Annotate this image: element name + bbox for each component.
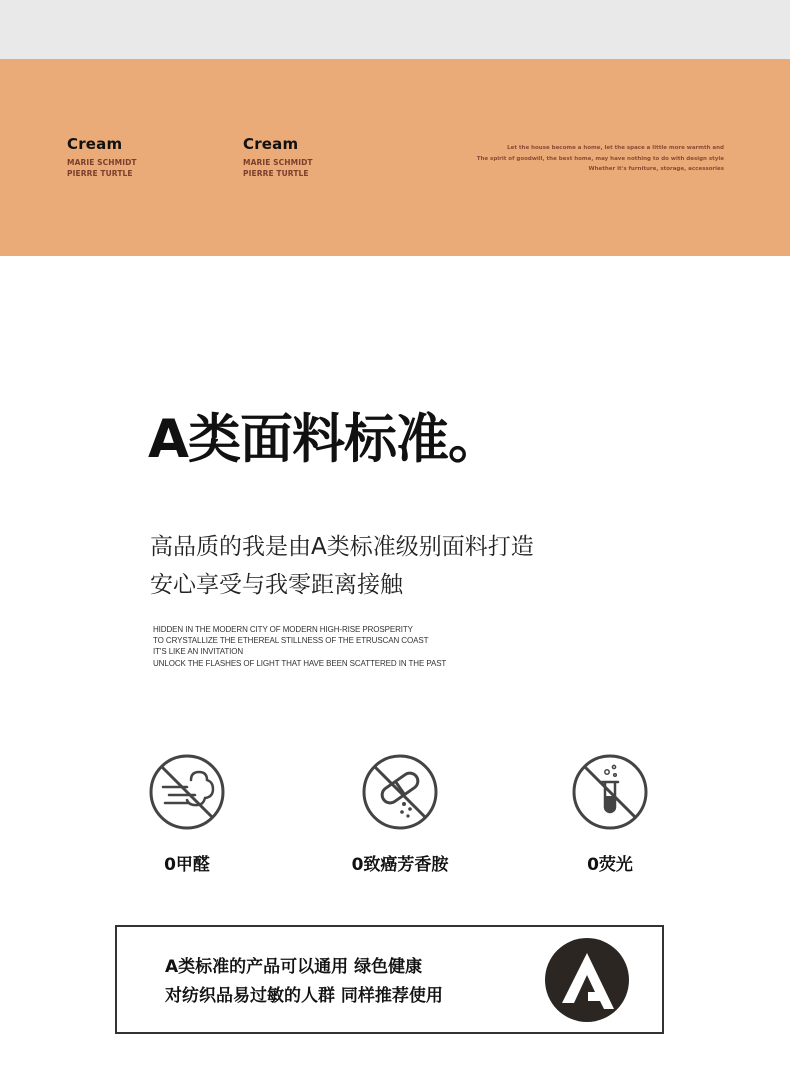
subtitle-en-line: UNLOCK THE FLASHES OF LIGHT THAT HAVE BEEN SCATTERED IN THE PAST: [153, 658, 447, 668]
no-test-tube-icon: [570, 752, 650, 832]
top-gray-bar: [0, 0, 790, 59]
subtitle-cn: [150, 528, 534, 604]
brand-line: PIERRE TURTLE: [243, 169, 309, 178]
brand-block: [67, 135, 137, 179]
subtitle-cn-line: 高品质的我是由A类标准级别面料打造: [150, 534, 534, 560]
certificate-box: [115, 925, 664, 1034]
feature-label: 0致癌芳香胺: [351, 855, 449, 875]
subtitle-en-line: HIDDEN IN THE MODERN CITY OF MODERN HIGH-RISE PROSPERITY: [153, 625, 413, 634]
subtitle-en: [153, 624, 446, 669]
brand-line: MARIE SCHMIDT: [67, 158, 137, 167]
brand-line: MARIE SCHMIDT: [243, 158, 313, 167]
no-smoke-icon: [147, 752, 227, 832]
no-pill-icon: [360, 752, 440, 832]
tagline-line: Whether it's furniture, storage, accessories: [588, 166, 724, 172]
brand-name: Cream: [67, 135, 123, 153]
subtitle-en-line: IT'S LIKE AN INVITATION: [153, 647, 244, 657]
brand-block: [243, 135, 313, 179]
page-title: A类面料标准。: [148, 409, 501, 470]
tagline-line: The spirit of goodwill, the best home, may have nothing to do with design style: [476, 155, 724, 162]
brand-name: Cream: [243, 135, 299, 153]
subtitle-en-line: TO CRYSTALLIZE THE ETHEREAL STILLNESS OF THE ETRUSCAN COAST: [153, 636, 429, 646]
brand-line: PIERRE TURTLE: [67, 169, 133, 178]
feature-label: 0荧光: [587, 855, 633, 875]
certificate-line: A类标准的产品可以通用 绿色健康: [165, 957, 423, 977]
banner: [0, 59, 790, 256]
tagline-line: Let the house become a home, let the space a little more warmth and: [507, 145, 724, 151]
subtitle-cn-line: 安心享受与我零距离接触: [150, 572, 403, 598]
feature-no-aromatic-amine: [330, 752, 470, 875]
feature-no-fluorescent: [540, 752, 680, 875]
certificate-line: 对纺织品易过敏的人群 同样推荐使用: [165, 986, 443, 1006]
feature-no-formaldehyde: [117, 752, 257, 875]
a-class-logo-icon: [544, 937, 630, 1023]
feature-label: 0甲醛: [164, 855, 210, 875]
tagline: [477, 143, 724, 175]
